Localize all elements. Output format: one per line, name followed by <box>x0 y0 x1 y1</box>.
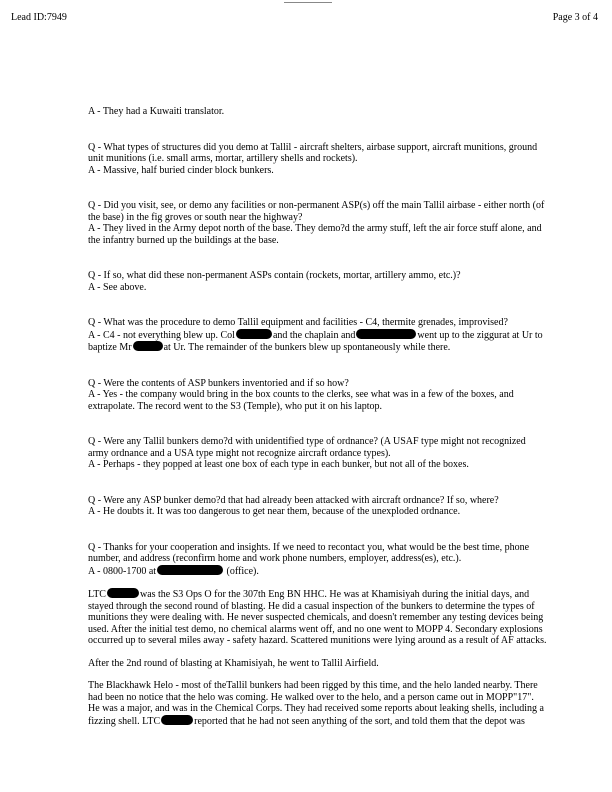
answer-text: and the chaplain and <box>272 329 356 341</box>
answer-line <box>88 329 580 342</box>
question-line: Q - Did you visit, see, or demo any facilities or non-permanent ASP(s) off the main Tallil airbase - either north (of <box>88 200 545 211</box>
answer-line: A - Massive, half buried cinder block bunkers. <box>88 164 274 176</box>
answer-text: baptize Mr <box>88 342 132 353</box>
question-line: Q - Thanks for your cooperation and insights. If we need to recontact you, what would be the best time, phone <box>88 541 530 553</box>
lead-id: Lead ID:7949 <box>11 12 67 23</box>
qa-block-asp-contents <box>88 270 580 293</box>
answer-line: the infantry burned up the buildings at the base. <box>88 234 279 246</box>
question-line: army ordnance and a USA type might not recognize aircraft ordance types). <box>88 447 391 459</box>
answer-line: A - They lived in the Army depot north of the base. They demo?d the army stuff, left the air force stuff alone, and <box>88 223 542 234</box>
answer-line: A - Perhaps - they popped at least one box of each type in each bunker, but not all of the boxes. <box>88 459 469 470</box>
redaction-bar <box>157 565 223 575</box>
page-number: Page 3 of 4 <box>552 12 598 23</box>
qa-block-facilities <box>88 200 580 246</box>
question-line: the base) in the fig groves or south near the highway? <box>88 211 303 223</box>
redaction-bar <box>236 329 272 339</box>
document-body <box>88 106 580 727</box>
answer-text: (office). <box>226 565 259 577</box>
question-line: Q - What was the procedure to demo Tallil equipment and facilities - C4, thermite grenades, improvised? <box>88 317 508 328</box>
paragraph-text: fizzing shell. LTC <box>88 715 161 727</box>
qa-block-translator <box>88 106 580 118</box>
answer-line: A - He doubts it. It was too dangerous to get near them, because of the unexploded ordnance. <box>88 506 461 517</box>
paragraph-line: stayed through the second round of blasting. He did a casual inspection of the bunkers to determine the types of <box>88 600 535 612</box>
paragraph-line: had been no notice that the helo was coming. He walked over to the helo, and a person came out in MOPP"17". <box>88 691 534 703</box>
answer-line: A - Yes - the company would bring in the box counts to the clerks, see what was in a few of the boxes, and <box>88 389 514 400</box>
paragraph-text: reported that he had not seen anything of the sort, and told them that the depot was <box>194 715 525 727</box>
paragraph-line <box>88 588 580 601</box>
answer-line: extrapolate. The record went to the S3 (Temple), who put it on his laptop. <box>88 400 383 412</box>
paragraph-text: LTC <box>88 589 106 600</box>
paragraph-line: munitions they were dealing with. He never suspected chemicals, and doesn't remember any testing devices being <box>88 612 544 623</box>
narrative-paragraph-1 <box>88 588 580 647</box>
answer-line <box>88 341 580 354</box>
redaction-bar <box>133 341 163 351</box>
answer-line: A - See above. <box>88 281 147 293</box>
redaction-bar <box>356 329 416 339</box>
narrative-paragraph-2 <box>88 658 580 670</box>
answer-line <box>88 565 580 578</box>
paragraph-line: used. After the initial test demo, no chemical alarms went off, and no one went to MOPP 4. Secondary explosions <box>88 623 543 635</box>
question-line: Q - What types of structures did you demo at Tallil - aircraft shelters, airbase support, aircraft munitions, ground <box>88 141 538 153</box>
question-line: Q - Were any ASP bunker demo?d that had already been attacked with aircraft ordnance? If so, where? <box>88 494 499 506</box>
answer-text: A - C4 - not everything blew up. Col <box>88 329 235 341</box>
qa-block-unidentified-ordnance <box>88 436 580 471</box>
paragraph-line: occurred up to several miles away - safety hazard. Scattered munitions were lying around as a result of AF attacks. <box>88 635 547 646</box>
question-line: unit munitions (i.e. small arms, mortar, artillery shells and rockets). <box>88 153 358 164</box>
qa-block-attacked-bunkers <box>88 495 580 518</box>
question-line: Q - Were the contents of ASP bunkers inventoried and if so how? <box>88 377 349 389</box>
answer-text: at Ur. The remainder of the bunkers blew up spontaneously while there. <box>163 342 451 353</box>
paragraph-line: After the 2nd round of blasting at Khamisiyah, he went to Tallil Airfield. <box>88 657 379 669</box>
paragraph-line: The Blackhawk Helo - most of theTallil bunkers had been rigged by this time, and the helo landed nearby. There <box>88 680 538 691</box>
question-line: number, and address (reconfirm home and work phone numbers, employer, address(es), etc.). <box>88 553 462 564</box>
question-line: Q - Were any Tallil bunkers demo?d with unidentified type of ordnance? (A USAF type might not recognized <box>88 436 526 447</box>
paragraph-line <box>88 715 580 728</box>
redaction-bar <box>107 588 139 598</box>
narrative-paragraph-3 <box>88 680 580 727</box>
qa-block-structures <box>88 142 580 177</box>
redaction-bar <box>161 715 193 725</box>
paragraph-line: He was a major, and was in the Chemical Corps. They had received some reports about leaking shells, including a <box>88 703 544 714</box>
paragraph-text: was the S3 Ops O for the 307th Eng BN HHC. He was at Khamisiyah during the initial days, and <box>139 589 530 600</box>
top-divider <box>284 2 332 3</box>
qa-block-inventory <box>88 378 580 413</box>
qa-block-demo-procedure <box>88 317 580 354</box>
question-line: Q - If so, what did these non-permanent ASPs contain (rockets, mortar, artillery ammo, etc.)? <box>88 270 461 281</box>
answer-text: A - 0800-1700 at <box>88 565 157 577</box>
answer-text: went up to the ziggurat at Ur to <box>417 329 543 341</box>
qa-block-contact <box>88 542 580 578</box>
answer-line: A - They had a Kuwaiti translator. <box>88 106 225 117</box>
